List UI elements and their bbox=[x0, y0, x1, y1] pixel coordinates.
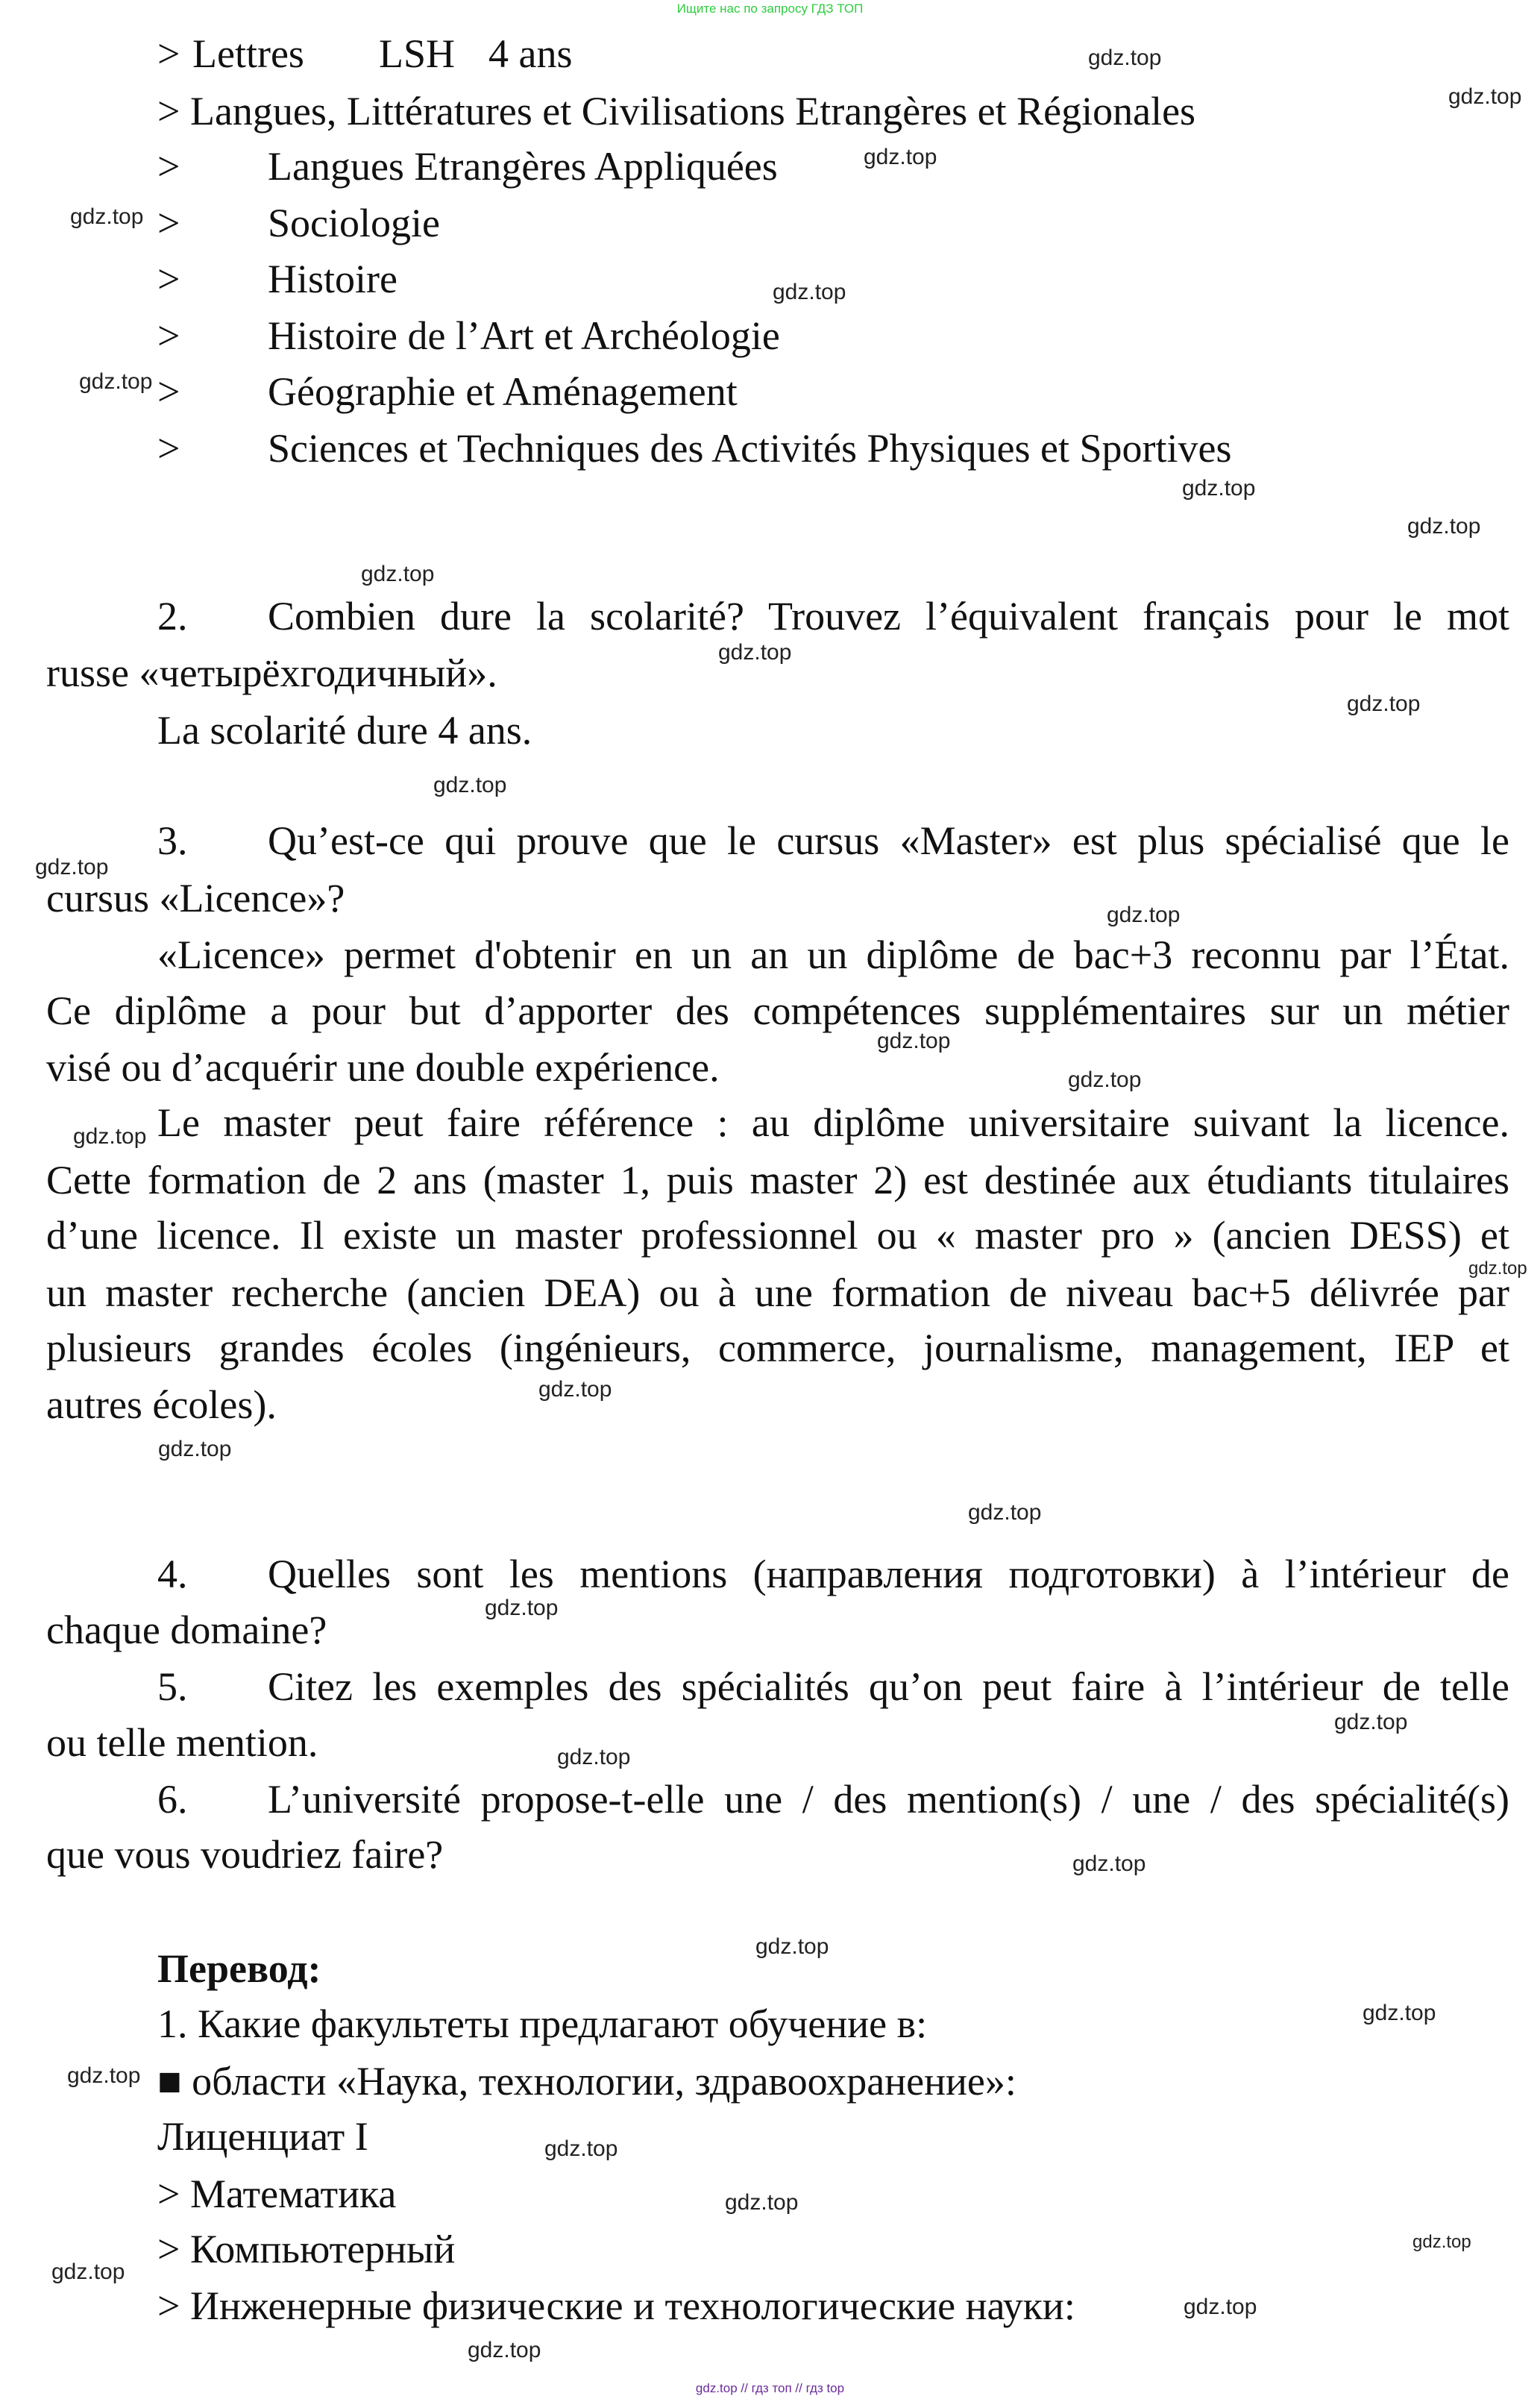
list-item bbox=[157, 84, 1195, 139]
watermark: gdz.top bbox=[35, 855, 109, 879]
watermark: gdz.top bbox=[1363, 2001, 1436, 2025]
list-item bbox=[157, 195, 440, 251]
question-text: Combien dure la scolarité? Trouvez l’équivalent français pour le mot bbox=[268, 594, 1509, 639]
answer-text: Le master peut faire référence : au diplôme universitaire suivant la licence. bbox=[157, 1100, 1509, 1145]
watermark: gdz.top bbox=[718, 640, 792, 665]
list-item bbox=[157, 139, 778, 195]
watermark: gdz.top bbox=[1448, 84, 1522, 109]
watermark: gdz.top bbox=[755, 1934, 829, 1959]
bullet: > bbox=[157, 144, 180, 189]
list-item-label: Lettres bbox=[192, 31, 304, 76]
bullet: > bbox=[157, 2227, 180, 2271]
list-item bbox=[157, 308, 780, 364]
watermark: gdz.top bbox=[557, 1745, 631, 1769]
watermark: gdz.top bbox=[361, 562, 435, 586]
watermark: gdz.top bbox=[1347, 692, 1421, 716]
list-item bbox=[157, 251, 397, 307]
answer-text: autres écoles). bbox=[46, 1382, 277, 1427]
list-item bbox=[157, 364, 738, 420]
watermark: gdz.top bbox=[877, 1029, 951, 1053]
list-item-label: Histoire bbox=[268, 257, 397, 301]
bullet: > bbox=[157, 313, 180, 358]
question-number: 6. bbox=[157, 1777, 188, 1822]
list-item-lettres bbox=[157, 26, 573, 82]
question-text: L’université propose-t-elle une / des mention(s) / une / des spécialité(s) bbox=[268, 1777, 1509, 1822]
question-number: 5. bbox=[157, 1664, 188, 1709]
list-item bbox=[157, 2221, 455, 2277]
question-text: russe «четырёхгодичный». bbox=[46, 650, 497, 695]
watermark: gdz.top bbox=[1072, 1851, 1146, 1876]
watermark: gdz.top bbox=[67, 2063, 141, 2088]
list-item-label: Математика bbox=[189, 2171, 397, 2216]
answer-text: un master recherche (ancien DEA) ou à une formation de niveau bac+5 délivrée par bbox=[46, 1270, 1509, 1315]
watermark: gdz.top bbox=[1412, 2232, 1471, 2252]
watermark: gdz.top bbox=[1468, 1258, 1527, 1279]
bullet: > bbox=[157, 201, 180, 245]
watermark: gdz.top bbox=[1182, 476, 1256, 501]
bullet: > bbox=[157, 2283, 180, 2328]
list-item-label: Инженерные физические и технологические науки: bbox=[189, 2283, 1075, 2328]
watermark: gdz.top bbox=[485, 1596, 559, 1620]
bullet: > bbox=[157, 2171, 180, 2216]
watermark: gdz.top bbox=[538, 1377, 612, 1402]
watermark: gdz.top bbox=[51, 2260, 125, 2284]
answer-text: plusieurs grandes écoles (ingénieurs, commerce, journalisme, management, IEP et bbox=[46, 1326, 1509, 1370]
list-item-code: LSH bbox=[379, 31, 456, 76]
list-item-label: Sciences et Techniques des Activités Physiques et Sportives bbox=[268, 426, 1232, 471]
list-item-duration: 4 ans bbox=[488, 31, 573, 76]
answer-text: La scolarité dure 4 ans. bbox=[157, 708, 532, 753]
watermark: gdz.top bbox=[468, 2338, 541, 2362]
translation-question: 1. Какие факультеты предлагают обучение в: bbox=[157, 2001, 928, 2046]
list-item bbox=[157, 421, 1232, 477]
watermark: gdz.top bbox=[773, 280, 846, 304]
bullet: > bbox=[157, 31, 180, 76]
question-text: Citez les exemples des spécialités qu’on peut faire à l’intérieur de telle bbox=[268, 1664, 1509, 1709]
list-item bbox=[157, 2278, 1075, 2334]
answer-text: d’une licence. Il existe un master professionnel ou « master pro » (ancien DESS) et bbox=[46, 1213, 1509, 1258]
bullet: > bbox=[157, 89, 180, 134]
list-item-label: Géographie et Aménagement bbox=[268, 369, 738, 414]
watermark: gdz.top bbox=[1107, 903, 1181, 927]
list-item-label: Histoire de l’Art et Archéologie bbox=[268, 313, 780, 358]
translation-heading: Перевод: bbox=[157, 1946, 321, 1991]
question-number: 3. bbox=[157, 818, 188, 863]
answer-text: visé ou d’acquérir une double expérience. bbox=[46, 1045, 720, 1090]
list-item-label: Компьютерный bbox=[189, 2227, 456, 2271]
list-item bbox=[157, 2166, 396, 2222]
question-text: cursus «Licence»? bbox=[46, 876, 345, 921]
watermark: gdz.top bbox=[1184, 2295, 1257, 2319]
watermark: gdz.top bbox=[1088, 46, 1162, 70]
watermark: gdz.top bbox=[1407, 514, 1481, 539]
watermark: gdz.top bbox=[544, 2136, 618, 2161]
search-banner[interactable]: Ищите нас по запросу ГДЗ ТОП bbox=[676, 1, 864, 16]
watermark: gdz.top bbox=[1334, 1710, 1408, 1734]
question-text: Qu’est-ce qui prouve que le cursus «Master» est plus spécialisé que le bbox=[268, 818, 1509, 863]
bullet: > bbox=[157, 369, 180, 414]
watermark: gdz.top bbox=[725, 2190, 799, 2215]
question-number: 4. bbox=[157, 1552, 188, 1596]
watermark: gdz.top bbox=[158, 1437, 232, 1461]
question-text: chaque domaine? bbox=[46, 1608, 327, 1652]
bullet: > bbox=[157, 426, 180, 471]
question-text: Quelles sont les mentions (направления подготовки) à l’intérieur de bbox=[268, 1552, 1509, 1596]
footer-links[interactable]: gdz.top // гдз топ // гдз top bbox=[695, 2381, 845, 2395]
list-item-label: Langues Etrangères Appliquées bbox=[268, 144, 778, 189]
question-text: ou telle mention. bbox=[46, 1720, 318, 1765]
answer-text: «Licence» permet d'obtenir en un an un diplôme de bac+3 reconnu par l’État. bbox=[157, 932, 1509, 977]
watermark: gdz.top bbox=[73, 1124, 147, 1149]
list-item-label: Langues, Littératures et Civilisations Etrangères et Régionales bbox=[189, 89, 1196, 134]
watermark: gdz.top bbox=[70, 204, 144, 229]
list-item-label: Sociologie bbox=[268, 201, 440, 245]
translation-level: Лиценциат I bbox=[157, 2114, 368, 2159]
question-text: que vous voudriez faire? bbox=[46, 1832, 444, 1877]
bullet: > bbox=[157, 257, 180, 301]
question-number: 2. bbox=[157, 594, 188, 639]
watermark: gdz.top bbox=[433, 773, 507, 797]
answer-text: Cette formation de 2 ans (master 1, puis master 2) est destinée aux étudiants titulaires bbox=[46, 1158, 1509, 1202]
watermark: gdz.top bbox=[968, 1500, 1042, 1525]
watermark: gdz.top bbox=[1068, 1067, 1142, 1092]
translation-area: ■ области «Наука, технологии, здравоохранение»: bbox=[157, 2059, 1016, 2104]
answer-text: Ce diplôme a pour but d’apporter des compétences supplémentaires sur un métier bbox=[46, 988, 1509, 1033]
watermark: gdz.top bbox=[79, 369, 153, 394]
watermark: gdz.top bbox=[864, 145, 937, 169]
